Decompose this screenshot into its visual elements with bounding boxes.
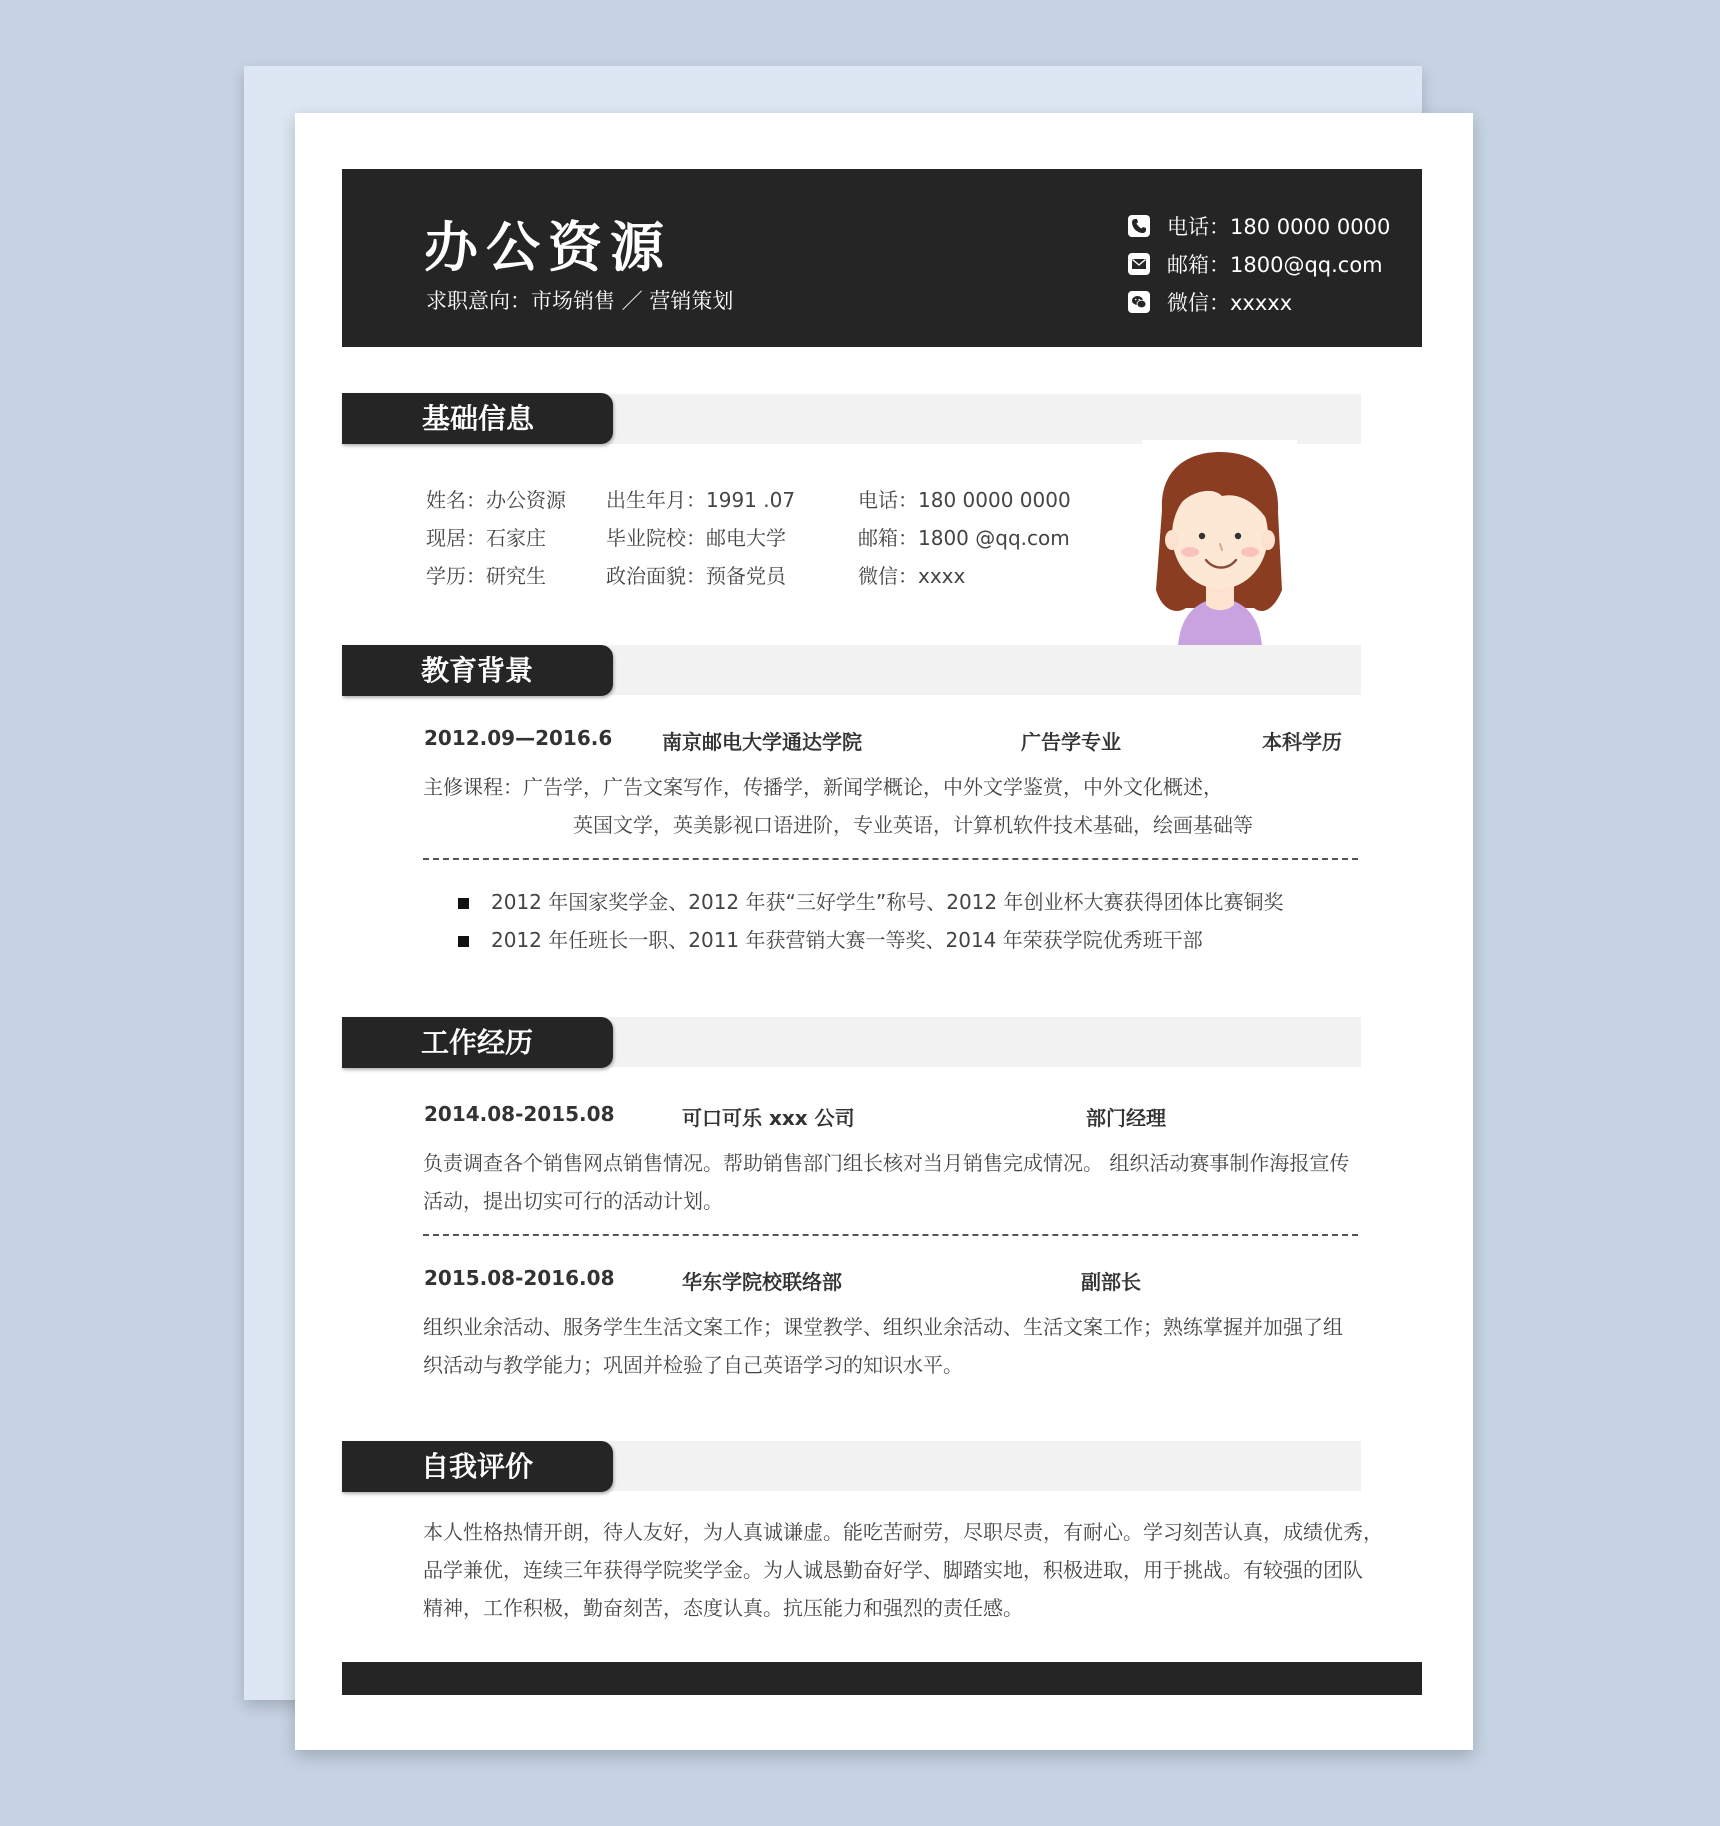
info-degree: 学历：研究生 (426, 564, 546, 588)
wechat-icon (1128, 291, 1150, 313)
self-eval-line-2: 品学兼优，连续三年获得学院奖学金。为人诚恳勤奋好学、脚踏实地，积极进取，用于挑战。有较强的团队 (423, 1558, 1363, 1582)
phone-icon (1128, 215, 1150, 237)
award-text: 2012 年任班长一职、2011 年获营销大赛一等奖、2014 年荣获学院优秀班干部 (491, 928, 1203, 952)
section-title-work-label: 工作经历 (421, 1026, 534, 1059)
info-name: 姓名：办公资源 (426, 488, 566, 512)
work-divider (423, 1234, 1358, 1236)
info-phone: 电话：180 0000 0000 (858, 488, 1071, 512)
info-politics: 政治面貌：预备党员 (606, 564, 786, 588)
mail-icon (1128, 253, 1150, 275)
work-1-desc-line-1: 负责调查各个销售网点销售情况。帮助销售部门组长核对当月销售完成情况。 组织活动赛事制作海报宣传 (423, 1151, 1350, 1175)
header-phone (1128, 207, 1390, 245)
edu-school: 南京邮电大学通达学院 (662, 730, 862, 754)
info-residence: 现居：石家庄 (426, 526, 546, 550)
bullet-square-icon (458, 936, 469, 947)
resume-header (342, 169, 1422, 347)
info-school: 毕业院校：邮电大学 (606, 526, 786, 550)
header-contacts (1128, 207, 1390, 321)
footer-bar (342, 1662, 1422, 1695)
edu-courses-line-2: 英国文学，英美影视口语进阶，专业英语，计算机软件技术基础，绘画基础等 (573, 813, 1253, 837)
section-title-self-label: 自我评价 (421, 1450, 534, 1483)
edu-awards-list (458, 883, 1284, 959)
bullet-square-icon (458, 898, 469, 909)
work-2-period: 2015.08-2016.08 (424, 1266, 615, 1290)
section-title-education-label: 教育背景 (421, 654, 534, 687)
award-text: 2012 年国家奖学金、2012 年获“三好学生”称号、2012 年创业杯大赛获得团体比赛铜奖 (491, 890, 1284, 914)
section-title-self (342, 1441, 613, 1492)
section-title-basic-label: 基础信息 (422, 402, 535, 435)
self-eval-line-1: 本人性格热情开朗，待人友好，为人真诚谦虚。能吃苦耐劳，尽职尽责，有耐心。学习刻苦认真，成绩优秀， (423, 1520, 1383, 1544)
info-wechat: 微信：xxxx (858, 564, 966, 588)
edu-courses-line-1: 主修课程：广告学，广告文案写作，传播学，新闻学概论，中外文学鉴赏，中外文化概述， (423, 775, 1223, 799)
work-1-role: 部门经理 (1086, 1106, 1166, 1130)
applicant-name: 办公资源 (424, 216, 672, 279)
header-wechat (1128, 283, 1390, 321)
avatar-illustration (1142, 440, 1297, 647)
edu-major: 广告学专业 (1021, 730, 1121, 754)
award-item (458, 921, 1284, 959)
award-item (458, 883, 1284, 921)
header-phone-text: 电话：180 0000 0000 (1167, 215, 1391, 239)
header-email-text: 邮箱：1800@qq.com (1167, 253, 1383, 277)
work-1-desc-line-2: 活动，提出切实可行的活动计划。 (423, 1189, 723, 1213)
header-wechat-text: 微信：xxxxx (1167, 291, 1293, 315)
work-2-role: 副部长 (1081, 1270, 1141, 1294)
header-email (1128, 245, 1390, 283)
basic-info-col-1 (426, 481, 566, 595)
work-1-period: 2014.08-2015.08 (424, 1102, 615, 1126)
edu-degree: 本科学历 (1262, 730, 1342, 754)
section-title-work (342, 1017, 613, 1068)
edu-period: 2012.09—2016.6 (424, 726, 613, 750)
self-eval-line-3: 精神，工作积极，勤奋刻苦，态度认真。抗压能力和强烈的责任感。 (423, 1596, 1023, 1620)
basic-info-col-2 (606, 481, 795, 595)
section-title-basic (342, 393, 613, 444)
edu-divider (423, 858, 1358, 860)
job-intent: 求职意向：市场销售 ／ 营销策划 (426, 289, 734, 313)
info-birth: 出生年月：1991 .07 (606, 488, 796, 512)
work-1-company: 可口可乐 xxx 公司 (682, 1106, 855, 1130)
basic-info-col-3 (858, 481, 1071, 595)
info-email: 邮箱：1800 @qq.com (858, 526, 1070, 550)
section-title-education (342, 645, 613, 696)
resume-page (295, 113, 1473, 1750)
work-2-desc-line-1: 组织业余活动、服务学生生活文案工作；课堂教学、组织业余活动、生活文案工作；熟练掌握并加强了组 (423, 1315, 1343, 1339)
work-2-desc-line-2: 织活动与教学能力；巩固并检验了自己英语学习的知识水平。 (423, 1353, 963, 1377)
work-2-company: 华东学院校联络部 (682, 1270, 842, 1294)
